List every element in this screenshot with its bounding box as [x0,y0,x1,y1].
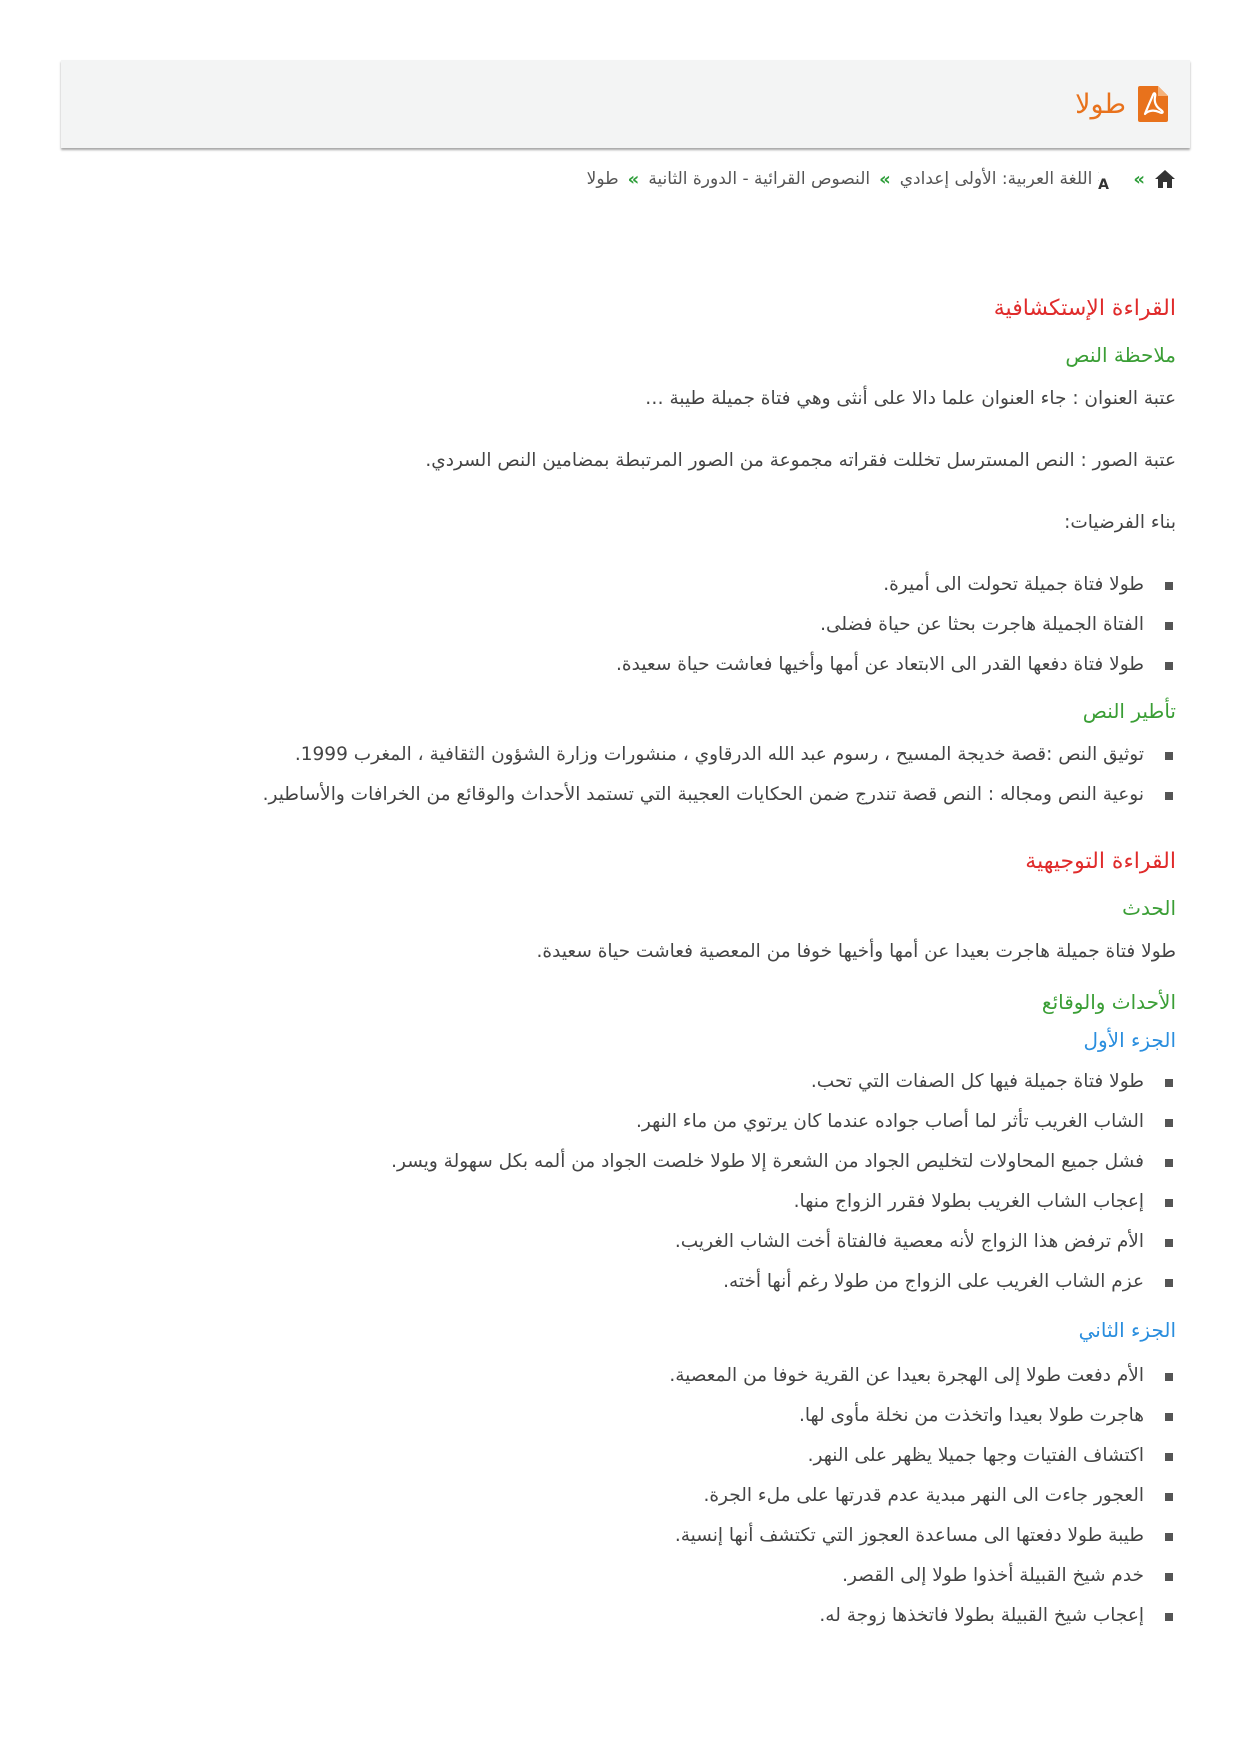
hypotheses-list [116,573,1176,677]
subheading-event: الحدث [1122,896,1176,920]
list-item: هاجرت طولا بعيدا واتخذت من نخلة مأوى لها. [116,1404,1176,1428]
part1-list [116,1070,1176,1294]
list-item: عزم الشاب الغريب على الزواج من طولا رغم أنها أخته. [116,1270,1176,1294]
home-icon[interactable] [1154,169,1176,189]
framing-list [116,743,1176,807]
page-title: طولا [1075,88,1126,120]
subheading-text-framing: تأطير النص [1082,699,1176,723]
article-content [116,296,1176,1644]
list-item: الأم دفعت طولا إلى الهجرة بعيدا عن القرية خوفا من المعصية. [116,1364,1176,1388]
subheading-events-facts: الأحداث والوقائع [1041,990,1176,1014]
part-title-first: الجزء الأول [1083,1028,1176,1052]
section-title-exploratory-reading: القراءة الإستكشافية [993,296,1176,321]
part-title-second: الجزء الثاني [1078,1318,1176,1342]
paragraph-hypotheses-intro: بناء الفرضيات: [1064,512,1176,533]
pdf-icon[interactable] [1138,86,1168,122]
list-item: العجور جاءت الى النهر مبدية عدم قدرتها على ملء الجرة. [116,1484,1176,1508]
list-item: توثيق النص :قصة خديجة المسيح ، رسوم عبد الله الدرقاوي ، منشورات وزارة الشؤون الثقافية ، المغرب 1999. [116,743,1176,767]
list-item: الشاب الغريب تأثر لما أصاب جواده عندما كان يرتوي من ماء النهر. [116,1110,1176,1134]
breadcrumb-item-subject[interactable]: اللغة العربية: الأولى إعدادي [899,169,1093,189]
section-title-guided-reading: القراءة التوجيهية [1025,849,1176,874]
list-item: اكتشاف الفتيات وجها جميلا يظهر على النهر. [116,1444,1176,1468]
subheading-text-observation: ملاحظة النص [1065,343,1176,367]
list-item: إعجاب الشاب الغريب بطولا فقرر الزواج منها. [116,1190,1176,1214]
translate-icon [1098,168,1124,190]
breadcrumb-separator: » [879,168,891,190]
title-bar [61,60,1190,148]
part2-list [116,1364,1176,1628]
list-item: طولا فتاة دفعها القدر الى الابتعاد عن أمها وأخيها فعاشت حياة سعيدة. [116,653,1176,677]
list-item: طولا فتاة جميلة تحولت الى أميرة. [116,573,1176,597]
breadcrumb [587,168,1176,190]
paragraph-title-threshold: عتبة العنوان : جاء العنوان علما دالا على أنثى وهي فتاة جميلة طيبة … [645,388,1176,409]
paragraph-event: طولا فتاة جميلة هاجرت بعيدا عن أمها وأخيها خوفا من المعصية فعاشت حياة سعيدة. [536,941,1176,962]
breadcrumb-separator: » [627,168,640,190]
breadcrumb-separator: » [1133,168,1145,190]
list-item: طولا فتاة جميلة فيها كل الصفات التي تحب. [116,1070,1176,1094]
list-item: فشل جميع المحاولات لتخليص الجواد من الشعرة إلا طولا خلصت الجواد من ألمه بكل سهولة ويسر. [116,1150,1176,1174]
list-item: نوعية النص ومجاله : النص قصة تندرج ضمن الحكايات العجيبة التي تستمد الأحداث والوقائع من الخرافات والأساطير. [116,783,1176,807]
list-item: خدم شيخ القبيلة أخذوا طولا إلى القصر. [116,1564,1176,1588]
breadcrumb-item-current: طولا [586,169,619,189]
list-item: الفتاة الجميلة هاجرت بحثا عن حياة فضلى. [116,613,1176,637]
list-item: الأم ترفض هذا الزواج لأنه معصية فالفتاة أخت الشاب الغريب. [116,1230,1176,1254]
paragraph-images-threshold: عتبة الصور : النص المسترسل تخللت فقراته مجموعة من الصور المرتبطة بمضامين النص السردي. [425,450,1176,471]
list-item: إعجاب شيخ القبيلة بطولا فاتخذها زوجة له. [116,1604,1176,1628]
breadcrumb-item-category[interactable]: النصوص القرائية - الدورة الثانية [648,169,871,189]
list-item: طيبة طولا دفعتها الى مساعدة العجوز التي تكتشف أنها إنسية. [116,1524,1176,1548]
svg-text:A: A [1098,177,1110,190]
